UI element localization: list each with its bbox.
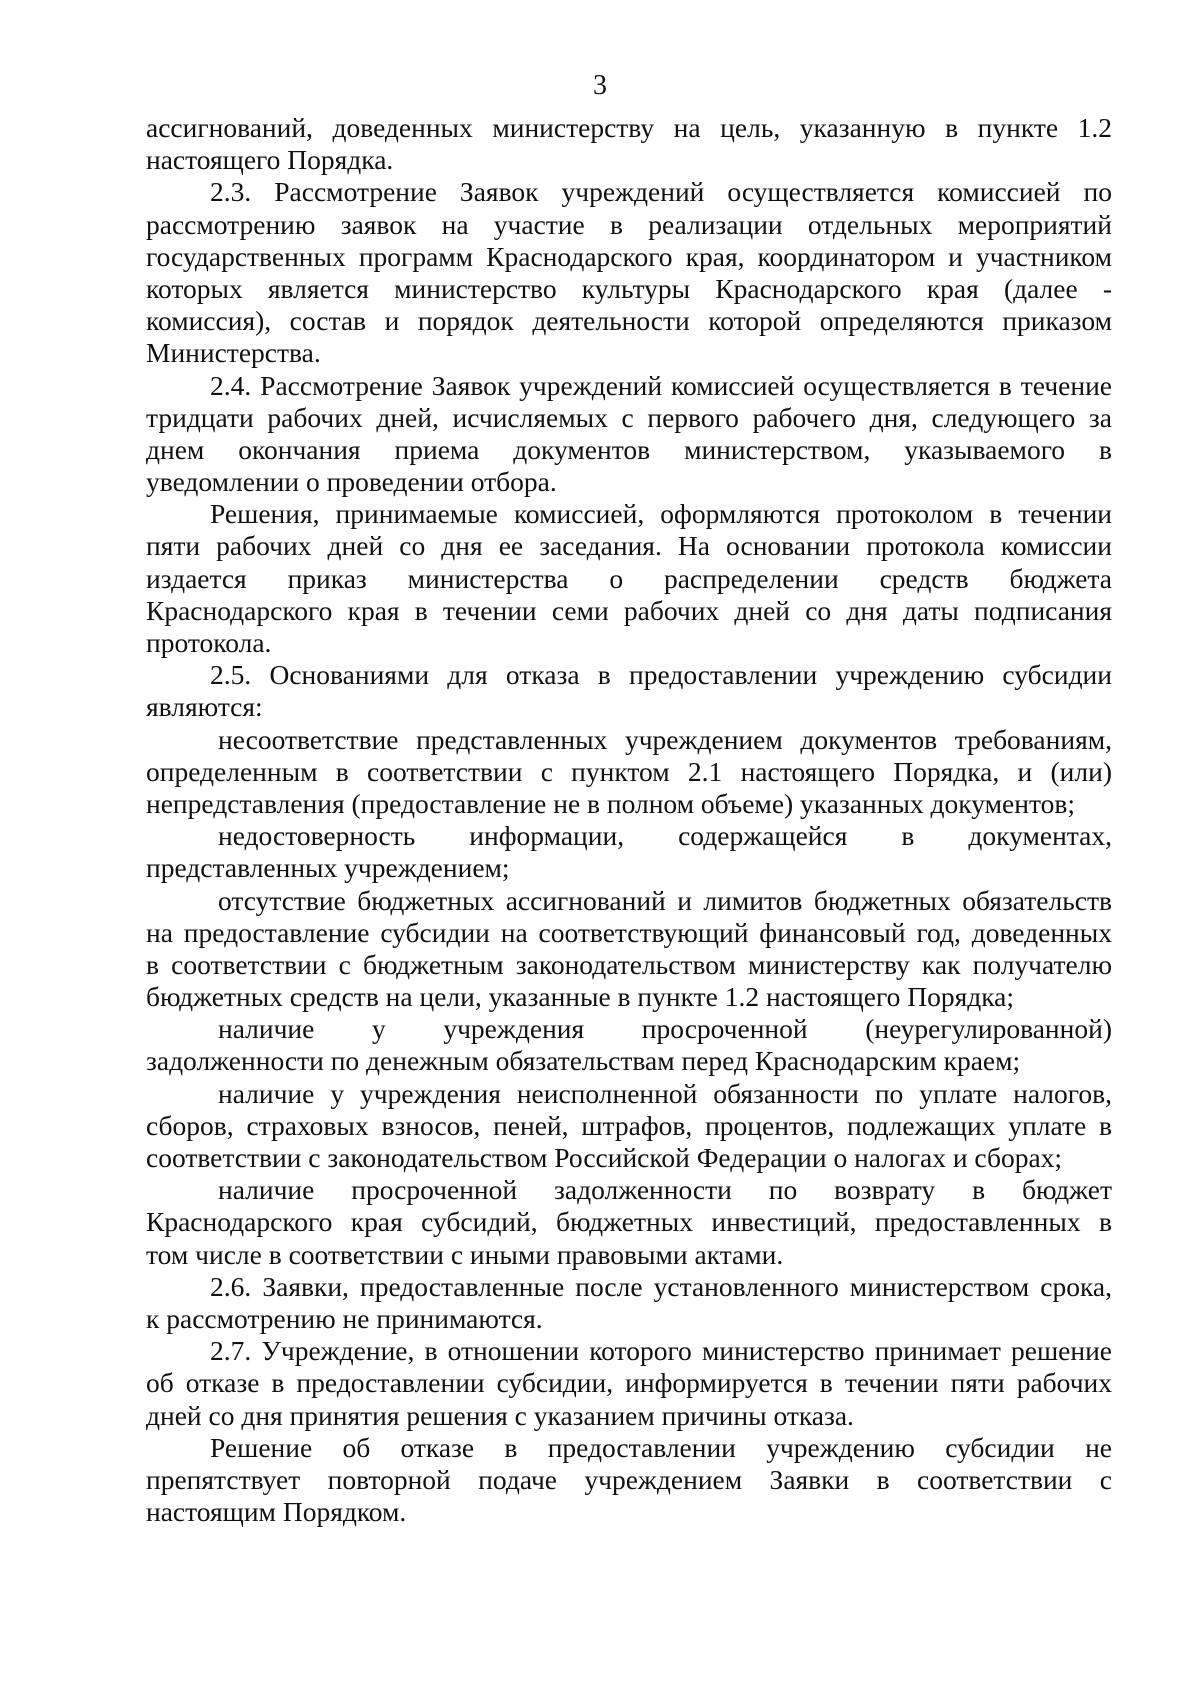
paragraph <box>146 724 1112 821</box>
paragraph <box>146 885 1112 1014</box>
paragraph-line: том числе в соответствии с иными правовыми актами. <box>146 1238 784 1270</box>
paragraph-line: 2.4. Рассмотрение Заявок учреждений комиссией осуществляется в течение <box>210 369 1112 401</box>
paragraph-line: Краснодарского края в течении семи рабочих дней со дня даты подписания <box>146 594 1112 626</box>
paragraph-line: наличие у учреждения просроченной (неурегулированной) <box>218 1013 1112 1045</box>
paragraph-line: которых является министерство культуры Краснодарского края (далее - <box>146 272 1112 304</box>
paragraph-line: тридцати рабочих дней, исчисляемых с первого рабочего дня, следующего за <box>146 401 1112 433</box>
paragraph-line: в соответствии с бюджетным законодательством министерству как получателю <box>146 948 1112 980</box>
paragraph-line: комиссия), состав и порядок деятельности которой определяются приказом <box>146 305 1112 337</box>
paragraph-line: 2.6. Заявки, предоставленные после установленного министерством срока, <box>210 1270 1112 1302</box>
paragraph-line: рассмотрению заявок на участие в реализации отдельных мероприятий <box>146 208 1112 240</box>
paragraph-line: бюджетных средств на цели, указанные в пункте 1.2 настоящего Порядка; <box>146 981 1014 1013</box>
paragraph-line: 2.7. Учреждение, в отношении которого министерство принимает решение <box>210 1335 1112 1367</box>
paragraph-line: 2.3. Рассмотрение Заявок учреждений осуществляется комиссией по <box>210 176 1112 208</box>
paragraph <box>146 659 1112 723</box>
paragraph-line: пяти рабочих дней со дня ее заседания. На основании протокола комиссии <box>146 530 1112 562</box>
paragraph-line: несоответствие представленных учреждением документов требованиям, <box>218 723 1112 755</box>
paragraph-line: об отказе в предоставлении субсидии, информируется в течении пяти рабочих <box>146 1367 1112 1399</box>
paragraph-line: на предоставление субсидии на соответствующий финансовый год, доведенных <box>146 916 1112 948</box>
paragraph-line: издается приказ министерства о распределении средств бюджета <box>146 562 1112 594</box>
paragraph <box>146 112 1112 176</box>
paragraph-line: настоящего Порядка. <box>146 144 394 176</box>
paragraph-line: ассигнований, доведенных министерству на цель, указанную в пункте 1.2 <box>146 112 1112 143</box>
paragraph-line: Решения, принимаемые комиссией, оформляются протоколом в течении <box>210 498 1112 530</box>
paragraph-line: наличие у учреждения неисполненной обязанности по уплате налогов, <box>218 1077 1112 1109</box>
paragraph-line: недостоверность информации, содержащейся в документах, <box>218 820 1112 852</box>
paragraph <box>146 820 1112 884</box>
paragraph-line: настоящим Порядком. <box>146 1496 407 1528</box>
paragraph-line: Министерства. <box>146 337 321 369</box>
paragraph-line: уведомлении о проведении отбора. <box>146 466 557 498</box>
document-body <box>146 112 1112 1528</box>
paragraph <box>146 1271 1112 1335</box>
paragraph-line: представленных учреждением; <box>146 852 510 884</box>
paragraph-line: дней со дня принятия решения с указанием причины отказа. <box>146 1399 854 1431</box>
paragraph <box>146 1013 1112 1077</box>
paragraph-line: сборов, страховых взносов, пеней, штрафов, процентов, подлежащих уплате в <box>146 1109 1112 1141</box>
paragraph-line: препятствует повторной подаче учреждением Заявки в соответствии с <box>146 1463 1112 1495</box>
paragraph <box>146 498 1112 659</box>
paragraph-line: определенным в соответствии с пунктом 2.1 настоящего Порядка, и (или) <box>146 755 1112 787</box>
paragraph-line: Краснодарского края субсидий, бюджетных инвестиций, предоставленных в <box>146 1206 1112 1238</box>
paragraph <box>146 1174 1112 1271</box>
paragraph-line: государственных программ Краснодарского края, координатором и участником <box>146 240 1112 272</box>
paragraph-line: непредставления (предоставление не в полном объеме) указанных документов; <box>146 787 1076 819</box>
paragraph-line: отсутствие бюджетных ассигнований и лимитов бюджетных обязательств <box>218 884 1112 916</box>
paragraph <box>146 370 1112 499</box>
paragraph-line: протокола. <box>146 627 272 658</box>
paragraph-line: задолженности по денежным обязательствам перед Краснодарским краем; <box>146 1045 1021 1077</box>
paragraph <box>146 1335 1112 1432</box>
paragraph <box>146 1432 1112 1529</box>
paragraph-line: наличие просроченной задолженности по возврату в бюджет <box>218 1174 1112 1206</box>
paragraph-line: 2.5. Основаниями для отказа в предоставлении учреждению субсидии <box>210 659 1112 691</box>
paragraph-line: являются: <box>146 691 263 723</box>
paragraph-line: к рассмотрению не принимаются. <box>146 1302 543 1334</box>
paragraph <box>146 176 1112 369</box>
paragraph-line: Решение об отказе в предоставлении учреждению субсидии не <box>210 1431 1112 1463</box>
paragraph-line: соответствии с законодательством Российской Федерации о налогах и сборах; <box>146 1142 1063 1173</box>
page-number: 3 <box>593 70 607 101</box>
paragraph <box>146 1078 1112 1175</box>
paragraph-line: днем окончания приема документов министерством, указываемого в <box>146 433 1112 465</box>
